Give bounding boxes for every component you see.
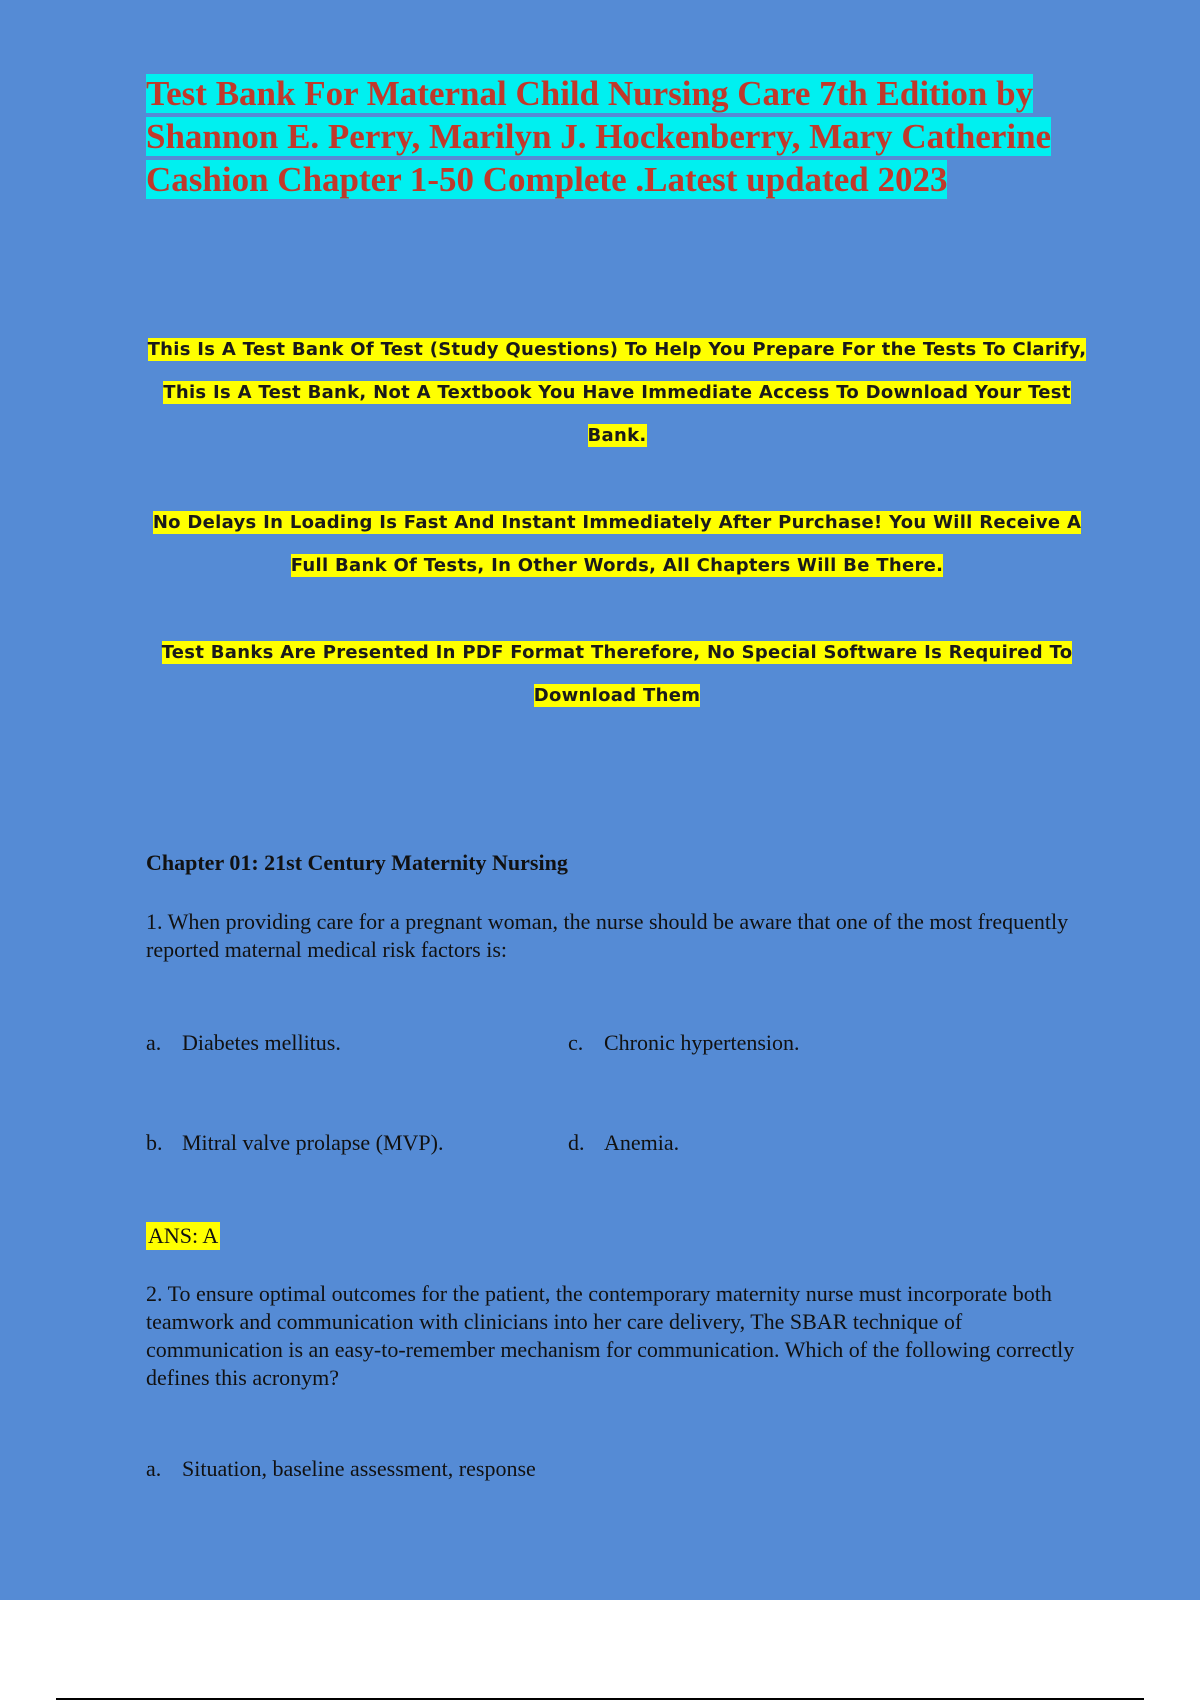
promo-paragraph-2 bbox=[146, 501, 1088, 587]
question-1-option-a bbox=[146, 1030, 341, 1056]
promo-paragraph-3 bbox=[146, 631, 1088, 717]
question-2-text: 2. To ensure optimal outcomes for the patient, the contemporary maternity nurse must incorporate both teamwork and communication with clinicians into her care delivery, The SBAR technique of communication is an easy-to-remember mechanism for communication. Which of the following correctly defines this acronym? bbox=[146, 1281, 1075, 1390]
option-letter: b. bbox=[146, 1130, 163, 1155]
option-letter: c. bbox=[568, 1030, 584, 1055]
question-1-option-d bbox=[568, 1130, 679, 1156]
option-text: Situation, baseline assessment, response bbox=[182, 1456, 536, 1481]
promo-text-1: This Is A Test Bank Of Test (Study Questions) To Help You Prepare For the Tests To Clarify, This Is A Test Bank, Not A Textbook You Have Immediate Access To Download Your Test Bank. bbox=[147, 339, 1087, 446]
question-2-option-a bbox=[146, 1456, 536, 1482]
document-title-text: Test Bank For Maternal Child Nursing Care 7th Edition by Shannon E. Perry, Marilyn J. Hockenberry, Mary Catherine Cashion Chapter 1-50 Complete .Latest updated 2023 bbox=[146, 74, 1052, 199]
option-letter: d. bbox=[568, 1130, 585, 1155]
option-letter: a. bbox=[146, 1456, 162, 1481]
promo-text-3: Test Banks Are Presented In PDF Format Therefore, No Special Software Is Required To Download Them bbox=[161, 642, 1073, 706]
question-1-option-c bbox=[568, 1030, 800, 1056]
option-letter: a. bbox=[146, 1030, 162, 1055]
promo-text-2: No Delays In Loading Is Fast And Instant Immediately After Purchase! You Will Receive A Full Bank Of Tests, In Other Words, All Chapters Will Be There. bbox=[152, 512, 1082, 576]
question-1-option-b bbox=[146, 1130, 444, 1156]
question-1-text: 1. When providing care for a pregnant woman, the nurse should be aware that one of the most frequently reported maternal medical risk factors is: bbox=[146, 909, 1069, 962]
chapter-heading: Chapter 01: 21st Century Maternity Nursing bbox=[146, 850, 568, 875]
promo-paragraph-1 bbox=[146, 328, 1088, 457]
question-1-answer: ANS: A bbox=[148, 1223, 219, 1248]
document-title bbox=[146, 72, 1106, 201]
option-text: Mitral valve prolapse (MVP). bbox=[182, 1130, 444, 1155]
option-text: Anemia. bbox=[604, 1130, 680, 1155]
option-text: Diabetes mellitus. bbox=[182, 1030, 341, 1055]
option-text: Chronic hypertension. bbox=[604, 1030, 800, 1055]
